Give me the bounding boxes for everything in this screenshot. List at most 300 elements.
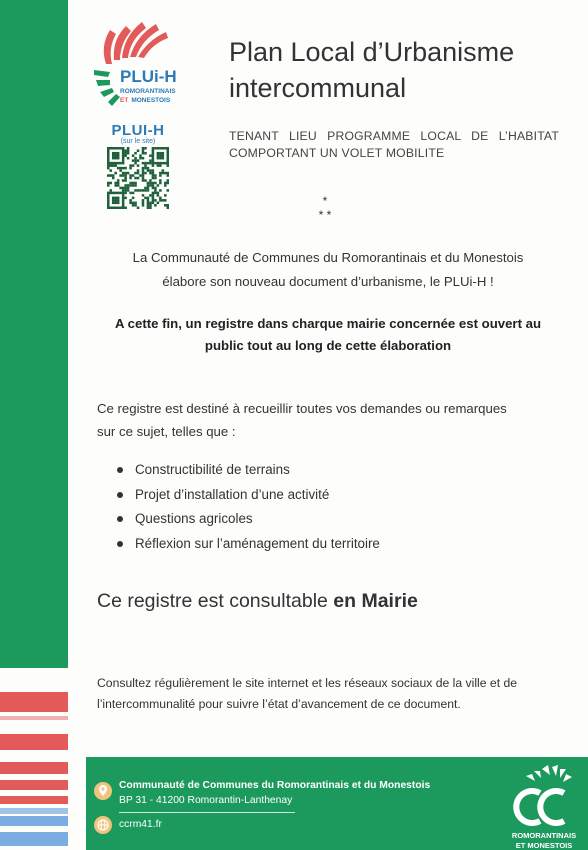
qr-module bbox=[152, 187, 155, 190]
qr-module bbox=[134, 157, 137, 160]
qr-module bbox=[124, 187, 127, 190]
qr-module bbox=[137, 149, 140, 152]
qr-module bbox=[114, 192, 117, 195]
qr-module bbox=[134, 162, 137, 165]
qr-module bbox=[152, 159, 155, 162]
qr-module bbox=[152, 169, 155, 172]
qr-module bbox=[117, 179, 120, 182]
qr-module bbox=[132, 174, 135, 177]
qr-module bbox=[159, 179, 162, 182]
qr-module bbox=[137, 159, 140, 162]
qr-module bbox=[109, 207, 112, 209]
qr-module bbox=[147, 167, 150, 170]
logo-brand: PLUi-H bbox=[120, 67, 177, 86]
qr-module bbox=[147, 162, 150, 165]
qr-module bbox=[122, 202, 125, 205]
qr-module bbox=[154, 189, 157, 192]
qr-module bbox=[107, 152, 110, 155]
qr-module bbox=[152, 197, 155, 200]
list-item: Constructibilité de terrains bbox=[117, 458, 380, 483]
qr-subtitle: (sur le site) bbox=[120, 138, 156, 145]
qr-module bbox=[127, 149, 130, 152]
qr-module bbox=[122, 194, 125, 197]
qr-module bbox=[134, 189, 137, 192]
qr-module bbox=[149, 182, 152, 185]
footer-band bbox=[86, 757, 588, 850]
list-item: Projet d’installation d’une activité bbox=[117, 483, 380, 508]
qr-module bbox=[107, 154, 110, 157]
qr-module bbox=[112, 177, 115, 180]
qr-module bbox=[114, 162, 117, 165]
qr-module bbox=[147, 207, 150, 209]
qr-module bbox=[144, 147, 147, 150]
qr-module bbox=[149, 204, 152, 207]
qr-module bbox=[149, 172, 152, 175]
logo-et: ET bbox=[120, 97, 129, 104]
qr-module bbox=[142, 147, 145, 150]
qr-module bbox=[164, 184, 167, 187]
bullet-icon bbox=[117, 516, 123, 522]
qr-module bbox=[144, 172, 147, 175]
qr-module bbox=[122, 159, 125, 162]
qr-module bbox=[162, 154, 165, 157]
list-item: Réflexion sur l’aménagement du territoire bbox=[117, 532, 380, 557]
qr-module bbox=[167, 152, 169, 155]
qr-module bbox=[142, 167, 145, 170]
qr-module bbox=[149, 159, 152, 162]
qr-module bbox=[142, 204, 145, 207]
qr-module bbox=[152, 182, 155, 185]
qr-module bbox=[119, 167, 122, 170]
qr-module bbox=[109, 169, 112, 172]
qr-module bbox=[149, 184, 152, 187]
qr-module bbox=[162, 157, 165, 160]
qr-module bbox=[109, 162, 112, 165]
qr-module bbox=[142, 169, 145, 172]
globe-icon bbox=[94, 816, 112, 834]
logo-line2: MONESTOIS bbox=[131, 97, 171, 104]
qr-module bbox=[132, 154, 135, 157]
qr-module bbox=[142, 174, 145, 177]
qr-module bbox=[167, 149, 169, 152]
plui-h-logo bbox=[86, 10, 192, 112]
qr-block bbox=[100, 122, 176, 209]
qr-module bbox=[159, 172, 162, 175]
qr-module bbox=[149, 194, 152, 197]
qr-module bbox=[142, 202, 145, 205]
qr-module bbox=[142, 179, 145, 182]
qr-module bbox=[114, 202, 117, 205]
qr-module bbox=[129, 177, 132, 180]
left-striped-band bbox=[0, 684, 68, 850]
qr-module bbox=[127, 157, 130, 160]
qr-module bbox=[157, 202, 160, 205]
qr-module bbox=[112, 192, 115, 195]
qr-module bbox=[107, 184, 110, 187]
qr-module bbox=[129, 167, 132, 170]
qr-module bbox=[124, 167, 127, 170]
qr-module bbox=[164, 147, 167, 150]
qr-module bbox=[167, 159, 169, 162]
qr-module bbox=[124, 172, 127, 175]
qr-module bbox=[164, 199, 167, 202]
tip-paragraph: Consultez régulièrement le site internet et les réseaux sociaux de la ville et de l’intercommunalité pour suivre l’état d’avancement de ce document. bbox=[97, 676, 518, 711]
qr-module bbox=[152, 149, 155, 152]
left-green-band bbox=[0, 0, 68, 668]
qr-module bbox=[152, 202, 155, 205]
qr-module bbox=[167, 154, 169, 157]
qr-module bbox=[114, 154, 117, 157]
qr-module bbox=[149, 154, 152, 157]
qr-module bbox=[132, 159, 135, 162]
qr-module bbox=[122, 162, 125, 165]
qr-module bbox=[122, 204, 125, 207]
qr-module bbox=[114, 157, 117, 160]
qr-module bbox=[162, 169, 165, 172]
qr-module bbox=[134, 182, 137, 185]
qr-module bbox=[152, 157, 155, 160]
qr-module bbox=[147, 169, 150, 172]
qr-module bbox=[144, 179, 147, 182]
qr-module bbox=[107, 199, 110, 202]
qr-module bbox=[162, 147, 165, 150]
qr-module bbox=[129, 164, 132, 167]
qr-module bbox=[152, 184, 155, 187]
qr-module bbox=[157, 157, 160, 160]
qr-module bbox=[117, 207, 120, 209]
qr-module bbox=[124, 154, 127, 157]
qr-module bbox=[112, 154, 115, 157]
qr-module bbox=[137, 189, 140, 192]
qr-module bbox=[159, 154, 162, 157]
qr-module bbox=[127, 172, 130, 175]
qr-module bbox=[132, 202, 135, 205]
bullet-icon bbox=[117, 467, 123, 473]
qr-module bbox=[142, 152, 145, 155]
qr-module bbox=[112, 152, 115, 155]
qr-module bbox=[134, 172, 137, 175]
intro-paragraph: La Communauté de Communes du Romorantinais et du Monestois élabore son nouveau document d’urbanisme, le PLUi-H ! bbox=[132, 250, 524, 289]
qr-module bbox=[162, 162, 165, 165]
qr-module bbox=[124, 149, 127, 152]
qr-module bbox=[107, 159, 110, 162]
qr-module bbox=[132, 184, 135, 187]
qr-module bbox=[164, 182, 167, 185]
qr-module bbox=[114, 197, 117, 200]
qr-module bbox=[144, 167, 147, 170]
qr-module bbox=[129, 184, 132, 187]
qr-module bbox=[129, 174, 132, 177]
qr-module bbox=[124, 197, 127, 200]
qr-module bbox=[134, 152, 137, 155]
qr-module bbox=[137, 207, 140, 209]
qr-module bbox=[119, 169, 122, 172]
qr-code-icon[interactable] bbox=[107, 147, 169, 209]
qr-module bbox=[159, 174, 162, 177]
qr-module bbox=[124, 177, 127, 180]
qr-module bbox=[109, 174, 112, 177]
qr-module bbox=[122, 199, 125, 202]
qr-module bbox=[167, 189, 169, 192]
qr-module bbox=[122, 174, 125, 177]
qr-module bbox=[129, 202, 132, 205]
topics-list bbox=[117, 458, 380, 556]
qr-module bbox=[117, 157, 120, 160]
qr-module bbox=[157, 152, 160, 155]
qr-module bbox=[152, 177, 155, 180]
qr-module bbox=[127, 189, 130, 192]
qr-module bbox=[147, 199, 150, 202]
decorative-stars: * * * bbox=[318, 194, 332, 222]
qr-module bbox=[164, 172, 167, 175]
qr-module bbox=[132, 204, 135, 207]
qr-module bbox=[132, 192, 135, 195]
qr-module bbox=[164, 204, 167, 207]
qr-module bbox=[112, 174, 115, 177]
notice-paragraph: A cette fin, un registre dans charque mairie concernée est ouvert au public tout au long de cette élaboration bbox=[114, 316, 542, 353]
qr-module bbox=[164, 162, 167, 165]
qr-module bbox=[114, 207, 117, 209]
qr-module bbox=[154, 147, 157, 150]
qr-module bbox=[114, 199, 117, 202]
qr-module bbox=[107, 207, 110, 209]
qr-module bbox=[107, 197, 110, 200]
bullet-icon bbox=[117, 492, 123, 498]
qr-title: PLUI-H bbox=[111, 122, 165, 139]
qr-module bbox=[124, 207, 127, 209]
qr-module bbox=[154, 187, 157, 190]
qr-module bbox=[142, 172, 145, 175]
qr-module bbox=[117, 167, 120, 170]
qr-module bbox=[134, 159, 137, 162]
qr-module bbox=[142, 189, 145, 192]
qr-module bbox=[109, 182, 112, 185]
qr-module bbox=[159, 189, 162, 192]
footer-org-name: Communauté de Communes du Romorantinais et du Monestois bbox=[119, 780, 431, 791]
qr-module bbox=[114, 164, 117, 167]
qr-module bbox=[154, 177, 157, 180]
qr-module bbox=[159, 199, 162, 202]
qr-module bbox=[159, 147, 162, 150]
qr-module bbox=[137, 169, 140, 172]
qr-module bbox=[159, 182, 162, 185]
qr-module bbox=[132, 197, 135, 200]
qr-module bbox=[154, 174, 157, 177]
qr-module bbox=[152, 194, 155, 197]
qr-module bbox=[122, 157, 125, 160]
qr-module bbox=[152, 199, 155, 202]
qr-module bbox=[122, 179, 125, 182]
qr-module bbox=[117, 182, 120, 185]
qr-module bbox=[114, 172, 117, 175]
qr-module bbox=[124, 152, 127, 155]
qr-module bbox=[154, 192, 157, 195]
qr-module bbox=[117, 154, 120, 157]
qr-module bbox=[119, 147, 122, 150]
qr-module bbox=[107, 194, 110, 197]
qr-module bbox=[144, 197, 147, 200]
qr-module bbox=[142, 149, 145, 152]
qr-module bbox=[152, 147, 155, 150]
qr-module bbox=[119, 162, 122, 165]
qr-module bbox=[162, 172, 165, 175]
qr-module bbox=[157, 147, 160, 150]
qr-module bbox=[112, 202, 115, 205]
qr-module bbox=[152, 192, 155, 195]
qr-module bbox=[119, 187, 122, 190]
qr-module bbox=[167, 147, 169, 150]
qr-module bbox=[119, 207, 122, 209]
qr-module bbox=[109, 192, 112, 195]
qr-module bbox=[122, 147, 125, 150]
qr-module bbox=[112, 207, 115, 209]
qr-module bbox=[107, 174, 110, 177]
qr-module bbox=[122, 152, 125, 155]
qr-module bbox=[144, 152, 147, 155]
qr-module bbox=[107, 164, 110, 167]
qr-module bbox=[167, 179, 169, 182]
qr-module bbox=[159, 157, 162, 160]
qr-module bbox=[157, 184, 160, 187]
qr-module bbox=[149, 179, 152, 182]
svg-text:ETMONESTOIS bbox=[120, 97, 171, 104]
qr-module bbox=[127, 152, 130, 155]
qr-module bbox=[122, 189, 125, 192]
qr-module bbox=[162, 152, 165, 155]
qr-module bbox=[119, 174, 122, 177]
qr-module bbox=[157, 192, 160, 195]
qr-module bbox=[117, 197, 120, 200]
qr-module bbox=[167, 207, 169, 209]
qr-module bbox=[122, 172, 125, 175]
qr-module bbox=[147, 189, 150, 192]
qr-module bbox=[117, 202, 120, 205]
qr-module bbox=[149, 202, 152, 205]
page-title: Plan Local d’Urbanisme intercommunal bbox=[229, 37, 515, 103]
qr-module bbox=[109, 164, 112, 167]
qr-module bbox=[159, 164, 162, 167]
qr-module bbox=[112, 157, 115, 160]
qr-module bbox=[154, 182, 157, 185]
cc-logo-icon bbox=[504, 763, 584, 833]
qr-module bbox=[107, 182, 110, 185]
qr-module bbox=[112, 197, 115, 200]
qr-module bbox=[167, 172, 169, 175]
qr-module bbox=[117, 162, 120, 165]
qr-module bbox=[144, 162, 147, 165]
qr-module bbox=[144, 189, 147, 192]
qr-module bbox=[134, 184, 137, 187]
qr-module bbox=[154, 162, 157, 165]
qr-module bbox=[122, 197, 125, 200]
qr-module bbox=[147, 182, 150, 185]
qr-module bbox=[119, 192, 122, 195]
qr-module bbox=[149, 207, 152, 209]
qr-module bbox=[139, 154, 142, 157]
consult-statement: Ce registre est consultable en Mairie bbox=[97, 590, 418, 612]
qr-module bbox=[107, 162, 110, 165]
logo-line1: ROMORANTINAIS bbox=[120, 88, 176, 95]
qr-module bbox=[122, 192, 125, 195]
qr-module bbox=[142, 157, 145, 160]
qr-module bbox=[109, 147, 112, 150]
qr-module bbox=[167, 164, 169, 167]
page-subtitle: TENANT LIEU PROGRAMME LOCAL DE L’HABITAT COMPORTANT UN VOLET MOBILITE bbox=[229, 129, 559, 160]
qr-module bbox=[154, 204, 157, 207]
qr-module bbox=[122, 167, 125, 170]
qr-module bbox=[124, 184, 127, 187]
qr-module bbox=[157, 194, 160, 197]
qr-module bbox=[152, 152, 155, 155]
qr-module bbox=[147, 202, 150, 205]
qr-module bbox=[147, 184, 150, 187]
qr-module bbox=[152, 154, 155, 157]
qr-module bbox=[122, 187, 125, 190]
qr-module bbox=[147, 204, 150, 207]
qr-module bbox=[127, 147, 130, 150]
qr-module bbox=[167, 174, 169, 177]
cc-logo-name: ROMORANTINAIS bbox=[511, 831, 577, 840]
qr-module bbox=[134, 177, 137, 180]
qr-module bbox=[134, 202, 137, 205]
footer-address: BP 31 - 41200 Romorantin-Lanthenay bbox=[119, 795, 293, 806]
qr-module bbox=[152, 162, 155, 165]
qr-module bbox=[152, 172, 155, 175]
qr-module bbox=[129, 199, 132, 202]
footer-website-link[interactable]: ccrm41.fr bbox=[119, 819, 162, 830]
qr-module bbox=[134, 204, 137, 207]
qr-module bbox=[147, 197, 150, 200]
qr-module bbox=[137, 172, 140, 175]
qr-module bbox=[142, 199, 145, 202]
qr-module bbox=[124, 174, 127, 177]
qr-module bbox=[159, 197, 162, 200]
qr-module bbox=[112, 162, 115, 165]
qr-module bbox=[117, 152, 120, 155]
qr-module bbox=[142, 162, 145, 165]
qr-module bbox=[137, 164, 140, 167]
qr-module bbox=[124, 192, 127, 195]
cc-logo-name-2: ET MONESTOIS bbox=[515, 841, 573, 850]
qr-module bbox=[107, 167, 110, 170]
qr-module bbox=[147, 187, 150, 190]
qr-module bbox=[129, 182, 132, 185]
qr-module bbox=[152, 164, 155, 167]
qr-module bbox=[112, 147, 115, 150]
location-pin-icon bbox=[94, 782, 112, 800]
qr-module bbox=[112, 199, 115, 202]
qr-module bbox=[107, 157, 110, 160]
qr-module bbox=[149, 169, 152, 172]
qr-module bbox=[122, 207, 125, 209]
qr-module bbox=[142, 177, 145, 180]
qr-module bbox=[122, 154, 125, 157]
qr-module bbox=[117, 199, 120, 202]
qr-module bbox=[137, 177, 140, 180]
qr-module bbox=[157, 162, 160, 165]
footer-divider bbox=[119, 812, 295, 813]
qr-module bbox=[149, 162, 152, 165]
qr-module bbox=[152, 174, 155, 177]
purpose-paragraph: Ce registre est destiné à recueillir toutes vos demandes ou remarques sur ce sujet, telles que : bbox=[97, 401, 507, 439]
qr-module bbox=[139, 157, 142, 160]
qr-module bbox=[167, 157, 169, 160]
qr-module bbox=[159, 152, 162, 155]
qr-module bbox=[117, 192, 120, 195]
qr-module bbox=[127, 187, 130, 190]
list-item: Questions agricoles bbox=[117, 507, 380, 532]
qr-module bbox=[114, 152, 117, 155]
